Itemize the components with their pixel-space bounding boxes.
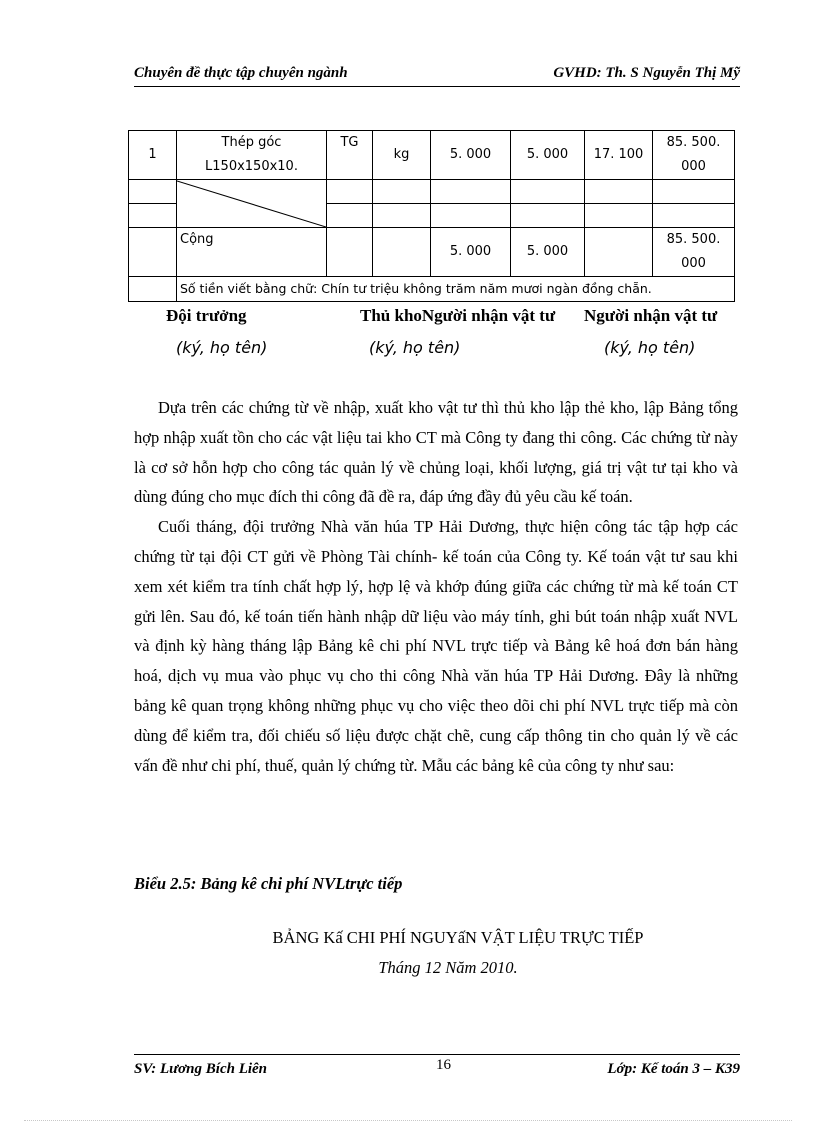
amount-in-words: Số tiền viết bằng chữ: Chín tư triệu không trăm năm mươi ngàn đồng chẵn. bbox=[177, 277, 735, 302]
body-text bbox=[134, 393, 738, 780]
cell-amount: 85. 500. 000 bbox=[653, 131, 735, 180]
figure-caption: Biểu 2.5: Bảng kê chi phí NVLtrực tiếp bbox=[134, 874, 403, 893]
signature-sub-3: (ký, họ tên) bbox=[604, 338, 696, 357]
paragraph: Dựa trên các chứng từ về nhập, xuất kho vật tư thì thủ kho lập thẻ kho, lập Bảng tổng hợp nhập xuất tồn cho các vật liệu tai kho CT mà Công ty đang thi công. Các chứng từ này là cơ sở hỗn hợp cho công tác quản lý về chủng loại, khối lượng, giá trị vật tư tại kho và dùng đúng cho mục đích thi công đã đề ra, đáp ứng đầy đủ yêu cầu kế toán. bbox=[134, 398, 738, 507]
diagonal-line bbox=[177, 180, 326, 227]
table-row bbox=[129, 131, 735, 180]
page-header bbox=[134, 64, 740, 87]
signature-sub-2: (ký, họ tên) bbox=[369, 338, 461, 357]
cell-material-name: Thép góc L150x150x10. bbox=[177, 131, 327, 180]
signature-title-receiver: Người nhận vật tư bbox=[584, 306, 718, 325]
header-right: GVHD: Th. S Nguyễn Thị Mỹ bbox=[553, 65, 740, 81]
total-qty-requested: 5. 000 bbox=[431, 228, 511, 277]
table-subtitle: Tháng 12 Năm 2010. bbox=[378, 958, 518, 977]
total-amount: 85. 500. 000 bbox=[653, 228, 735, 277]
cell-unit-price: 17. 100 bbox=[585, 131, 653, 180]
total-qty-actual: 5. 000 bbox=[511, 228, 585, 277]
cell-unit: kg bbox=[373, 131, 431, 180]
cell-stt: 1 bbox=[129, 131, 177, 180]
table-row bbox=[129, 180, 735, 204]
diagonal-strike-cell bbox=[177, 180, 327, 228]
signature-title-storekeeper: Thủ khoNgười nhận vật tư bbox=[360, 306, 556, 325]
material-table bbox=[128, 130, 735, 302]
signature-titles bbox=[0, 306, 816, 328]
total-label: Cộng bbox=[177, 228, 327, 277]
header-left: Chuyên đề thực tập chuyên ngành bbox=[134, 65, 348, 81]
total-row bbox=[129, 228, 735, 277]
cell-code: TG bbox=[327, 131, 373, 180]
table-title: BẢNG Kấ CHI PHÍ NGUYấN VẬT LIỆU TRỰC TIẾP bbox=[272, 928, 644, 947]
page-bottom-dotted-line bbox=[24, 1120, 792, 1121]
signature-sub-1: (ký, họ tên) bbox=[176, 338, 268, 357]
signature-subtitles bbox=[0, 338, 816, 360]
page-number: 16 bbox=[436, 1057, 451, 1073]
cell-qty-requested: 5. 000 bbox=[431, 131, 511, 180]
signature-title-team-leader: Đội trưởng bbox=[166, 306, 247, 325]
paragraph: Cuối tháng, đội trưởng Nhà văn húa TP Hải Dương, thực hiện công tác tập hợp các chứng từ tại đội CT gửi về Phòng Tài chính- kế toán của Công ty. Kế toán vật tư sau khi xem xét kiểm tra tính chất hợp lý, hợp lệ và khớp đúng giữa các chứng từ mà kế toán CT gửi lên. Sau đó, kế toán tiến hành nhập dữ liệu vào máy tính, ghi bút toán nhập xuất NVL và định kỳ hàng tháng lập Bảng kê chi phí NVL trực tiếp và Bảng kê hoá đơn bán hàng hoá, dịch vụ mua vào phục vụ cho thi công Nhà văn húa TP Hải Dương. Đây là những bảng kê quan trọng không những phục vụ cho việc theo dõi chi phí NVL trực tiếp mà còn dùng để kiểm tra, đối chiếu số liệu được chặt chẽ, cung cấp thông tin cho quản lý về các vấn đề như chi phí, thuế, quản lý chứng từ. Mẫu các bảng kê của công ty như sau: bbox=[134, 517, 738, 775]
page-footer bbox=[134, 1054, 740, 1085]
footer-student: SV: Lương Bích Liên bbox=[134, 1061, 268, 1077]
amount-in-words-row bbox=[129, 277, 735, 302]
cell-qty-actual: 5. 000 bbox=[511, 131, 585, 180]
footer-class: Lớp: Kế toán 3 – K39 bbox=[607, 1061, 740, 1077]
